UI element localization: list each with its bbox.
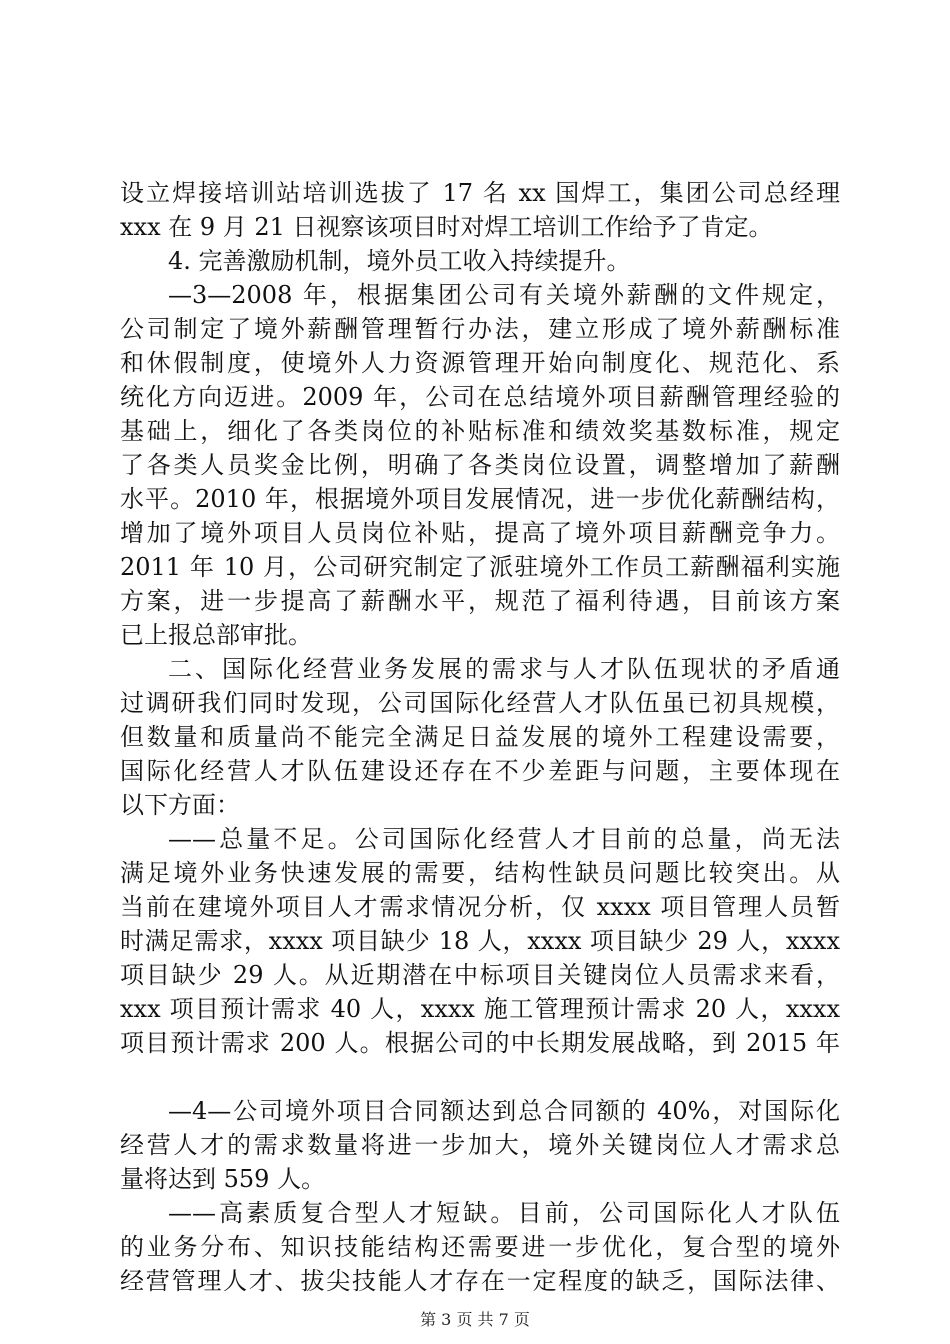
body-line: —3—2008 年，根据集团公司有关境外薪酬的文件规定， (168, 281, 840, 309)
body-line: 量将达到 559 人。 (120, 1165, 326, 1193)
body-line: 项目预计需求 200 人。根据公司的中长期发展战略，到 2015 年 (120, 1029, 840, 1057)
body-line: 设立焊接培训站培训选拔了 17 名 xx 国焊工，集团公司总经理 (120, 179, 840, 207)
body-line: 当前在建境外项目人才需求情况分析，仅 xxxx 项目管理人员暂 (120, 893, 840, 921)
body-line: 统化方向迈进。2009 年，公司在总结境外项目薪酬管理经验的 (120, 383, 840, 411)
body-line: 以下方面： (120, 791, 240, 819)
body-line: 时满足需求，xxxx 项目缺少 18 人，xxxx 项目缺少 29 人，xxxx (120, 927, 840, 955)
section-heading: 二、国际化经营业务发展的需求与人才队伍现状的矛盾通 (168, 655, 840, 683)
body-line: ——总量不足。公司国际化经营人才目前的总量，尚无法 (168, 825, 840, 853)
body-line: 基础上，细化了各类岗位的补贴标准和绩效奖基数标准，规定 (120, 417, 840, 445)
body-line: 国际化经营人才队伍建设还存在不少差距与问题，主要体现在 (120, 757, 840, 785)
body-line: xxx 在 9 月 21 日视察该项目时对焊工培训工作给予了肯定。 (120, 213, 773, 241)
body-line: 和休假制度，使境外人力资源管理开始向制度化、规范化、系 (120, 349, 840, 377)
body-line: 增加了境外项目人员岗位补贴，提高了境外项目薪酬竞争力。 (120, 519, 840, 547)
body-line: 项目缺少 29 人。从近期潜在中标项目关键岗位人员需求来看， (120, 961, 840, 989)
body-line: 2011 年 10 月，公司研究制定了派驻境外工作员工薪酬福利实施 (120, 553, 840, 581)
page-footer: 第 3 页 共 7 页 (420, 1310, 530, 1329)
body-line: 公司制定了境外薪酬管理暂行办法，建立形成了境外薪酬标准 (120, 315, 840, 343)
body-line: 过调研我们同时发现，公司国际化经营人才队伍虽已初具规模， (120, 689, 840, 717)
body-line: 的业务分布、知识技能结构还需要进一步优化，复合型的境外 (120, 1233, 840, 1261)
body-line: 水平。2010 年，根据境外项目发展情况，进一步优化薪酬结构， (120, 485, 840, 513)
body-line: 满足境外业务快速发展的需要，结构性缺员问题比较突出。从 (120, 859, 840, 887)
body-line: 经营人才的需求数量将进一步加大，境外关键岗位人才需求总 (120, 1131, 840, 1159)
body-line: —4—公司境外项目合同额达到总合同额的 40%，对国际化 (168, 1097, 840, 1125)
body-line: 了各类人员奖金比例，明确了各类岗位设置，调整增加了薪酬 (120, 451, 840, 479)
body-line: 已上报总部审批。 (120, 621, 312, 649)
section-heading: 4. 完善激励机制，境外员工收入持续提升。 (168, 247, 631, 275)
body-line: 但数量和质量尚不能完全满足日益发展的境外工程建设需要， (120, 723, 840, 751)
body-line: 方案，进一步提高了薪酬水平，规范了福利待遇，目前该方案 (120, 587, 840, 615)
body-line: 经营管理人才、拔尖技能人才存在一定程度的缺乏，国际法律、 (120, 1267, 840, 1295)
body-line: xxx 项目预计需求 40 人，xxxx 施工管理预计需求 20 人，xxxx (120, 995, 840, 1023)
body-line: ——高素质复合型人才短缺。目前，公司国际化人才队伍 (168, 1199, 840, 1227)
